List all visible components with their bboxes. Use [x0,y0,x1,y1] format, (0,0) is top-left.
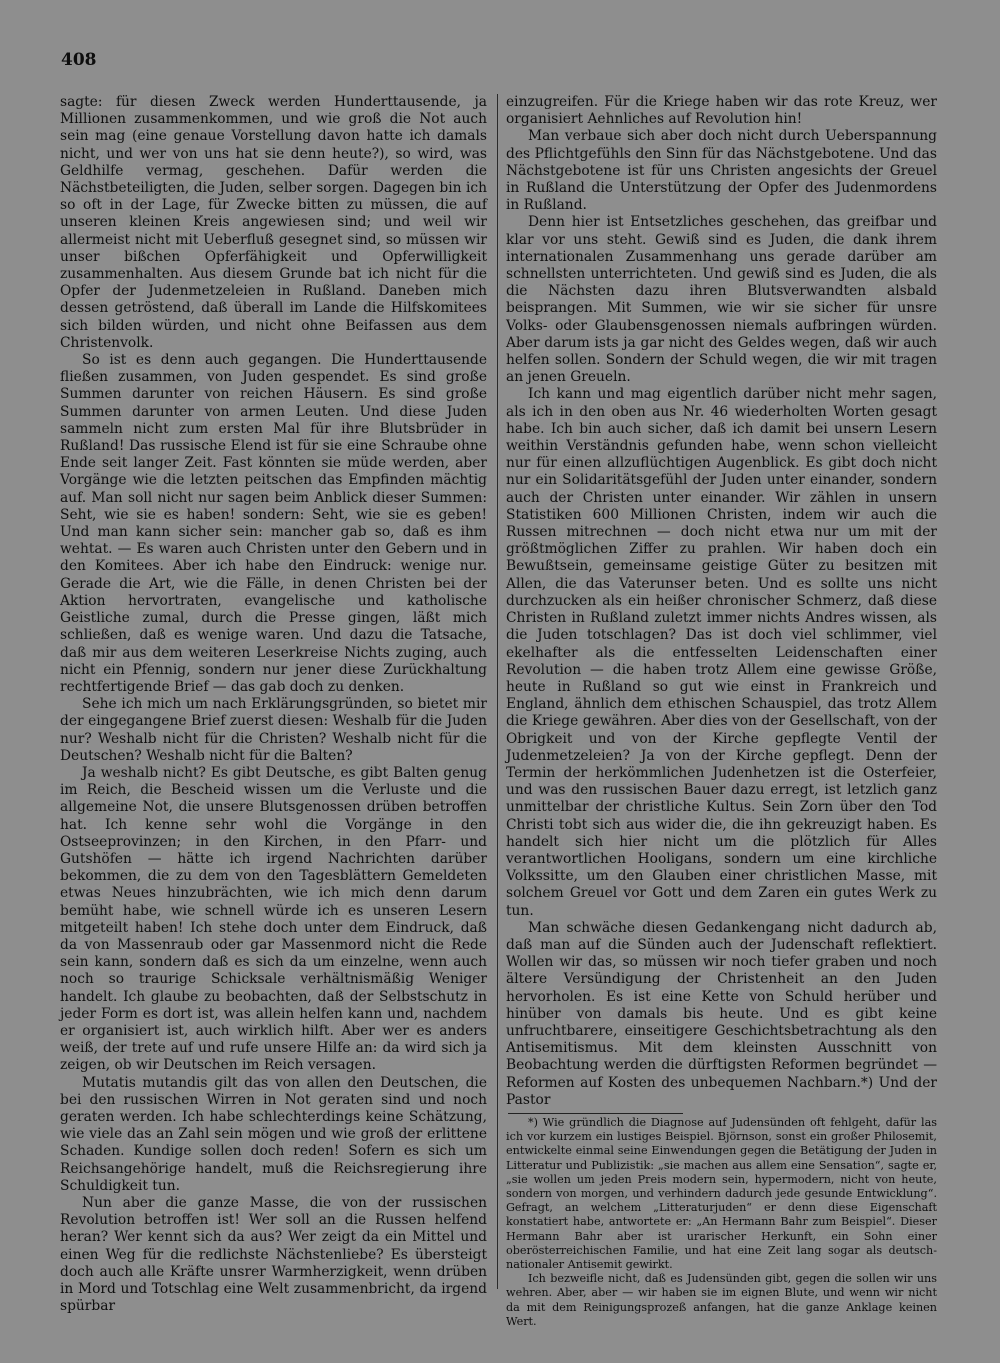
footnote-divider [508,1113,683,1114]
right-column [506,94,937,1329]
paragraph: Nun aber die ganze Masse, die von der russischen Revolution betroffen ist! Wer soll an die Russen helfend heran? Wer kennt sich da aus? Wer zeigt da ein Mittel und einen Weg für die redlichste Nächstenliebe? Es übersteigt doch auch alle Kräfte unsrer Warmherzigkeit, wenn drüben in Mord und Totschlag eine Welt zusammenbricht, da irgend spürbar [60,1195,487,1315]
paragraph: Ich kann und mag eigentlich darüber nicht mehr sagen, als ich in den oben aus Nr. 46 wiederholten Worten gesagt habe. Ich bin auch sicher, daß ich damit bei unsern Lesern weithin Verständnis gefunden habe, wenn schon vielleicht nur für einen allzuflüchtigen Augenblick. Es gibt doch nicht nur ein Solidaritätsgefühl der Juden unter einander, sondern auch der Christen unter einander. Wir zählen in unsern Statistiken 600 Millionen Christen, indem wir auch die Russen mitrechnen — doch nicht etwa nur um mit der größtmöglichen Ziffer zu prahlen. Wir haben doch ein Bewußtsein, gemeinsame geistige Güter zu besitzen mit Allen, die das Vaterunser beten. Und es sollte uns nicht durchzucken als ein heißer chronischer Schmerz, daß diese Christen in Rußland zuletzt immer nichts Andres wissen, als die Juden totschlagen? Das ist doch viel schlimmer, viel ekelhafter als die entfesselten Leidenschaften einer Revolution — die haben trotz Allem eine gewisse Größe, heute in Rußland so gut wie einst in Frankreich und England, ähnlich dem ethischen Schauspiel, das trotz Allem die Kriege gewähren. Aber dies von der Gesellschaft, von der Obrigkeit und von der Kirche gepflegte Ventil der Judenmetzeleien? Ja von der Kirche gepflegt. Denn der Termin der herkömmlichen Judenhetzen ist die Osterfeier, und was den russischen Bauer dazu erregt, ist letzlich ganz unmittelbar der christliche Kultus. Sein Zorn über den Tod Christi tobt sich aus wider die, die ihn gekreuzigt haben. Es handelt sich hier nicht um die plötzlich für Alles verantwortlichen Hooligans, sondern um eine kirchliche Volkssitte, um den Glauben einer christlichen Masse, mit solchem Greuel vor Gott und dem Zaren ein gutes Werk zu tun. [506,386,937,919]
page-number: 408 [61,50,97,70]
paragraph: Sehe ich mich um nach Erklärungsgründen, so bietet mir der eingegangene Brief zuerst diesen: Weshalb für die Juden nur? Weshalb nicht für die Christen? Weshalb nicht für die Deutschen? Weshalb nicht für die Balten? [60,696,487,764]
footnotes [506,1113,937,1329]
paragraph: Ja weshalb nicht? Es gibt Deutsche, es gibt Balten genug im Reich, die Bescheid wissen um die Verluste und die allgemeine Not, die unsere Blutsgenossen drüben betroffen hat. Ich kenne sehr wohl die Vorgänge in den Ostseeprovinzen; in den Kirchen, in den Pfarr- und Gutshöfen — hätte ich irgend Nachrichten darüber bekommen, die zu dem von den Tagesblättern Gemeldeten etwas Neues hinzubrächten, wie ich mich denn darum bemüht habe, wie schnell würde ich es unseren Lesern mitgeteilt haben! Ich stehe doch unter dem Eindruck, daß da von Massenraub oder gar Massenmord nicht die Rede sein kann, sondern daß es sich da um einzelne, wenn auch noch so traurige Schicksale verhältnismäßig Weniger handelt. Ich glaube zu beobachten, daß der Selbstschutz in jeder Form es dort ist, was allein helfen kann und, nachdem er organisiert ist, auch wirklich hilft. Aber wer es anders weiß, der trete auf und rufe unsere Hilfe an: da wird sich ja zeigen, ob wir Deutschen im Reich versagen. [60,764,487,1074]
paragraph: Man schwäche diesen Gedankengang nicht dadurch ab, daß man auf die Sünden auch der Judenschaft reflektiert. Wollen wir das, so müssen wir noch tiefer graben und noch ältere Versündigung der Christenheit an den Juden hervorholen. Es ist eine Kette von Schuld herüber und hinüber von damals bis heute. Und es gibt keine unfruchtbarere, einseitigere Geschichtsbetrachtung als den Antisemitismus. Mit dem kleinsten Ausschnitt von Beobachtung werden die dürftigsten Reformen begründet — Reformen auf Kosten des unbequemen Nachbarn.*) Und der Pastor [506,919,937,1108]
paragraph: sagte: für diesen Zweck werden Hunderttausende, ja Millionen zusammenkommen, und wie groß die Not auch sein mag (eine genaue Vorstellung davon hatte ich damals nicht, und wer von uns hat sie denn heute?), so wird, was Geldhilfe vermag, geschehen. Dafür werden die Nächstbeteiligten, die Juden, selber sorgen. Dagegen bin ich so oft in der Lage, für Zwecke bitten zu müssen, die auf unseren kleinen Kreis angewiesen sind; und weil wir allermeist nicht mit Ueberfluß gesegnet sind, so müssen wir unser bißchen Opferfähigkeit und Opferwilligkeit zusammenhalten. Aus diesem Grunde bat ich nicht für die Opfer der Judenmetzeleien in Rußland. Daneben mich dessen getröstend, daß überall im Lande die Hilfskomitees sich bilden würden, und nicht ohne Beifassen aus dem Christenvolk. [60,94,487,351]
paragraph: Denn hier ist Entsetzliches geschehen, das greifbar und klar vor uns steht. Gewiß sind es Juden, die dank ihrem internationalen Zusammenhang uns gerade darüber am schnellsten unterrichteten. Und gewiß sind es Juden, die als die Nächsten dazu ihren Blutsverwandten alsbald beisprangen. Mit Summen, wie wir sie sicher für unsre Volks- oder Glaubensgenossen niemals aufbringen würden. Aber darum ists ja gar nicht des Geldes wegen, daß wir auch helfen sollen. Sondern der Schuld wegen, die wir mit tragen an jenen Greueln. [506,214,937,386]
paragraph: So ist es denn auch gegangen. Die Hunderttausende fließen zusammen, von Juden gespendet. Es sind große Summen darunter von reichen Häusern. Es sind große Summen darunter von armen Leuten. Und diese Juden sammeln nicht zum ersten Mal für ihre Blutsbrüder in Rußland! Das russische Elend ist für sie eine Schraube ohne Ende seit langer Zeit. Fast könnten sie müde werden, aber Vorgänge wie die letzten peitschen das Empfinden mächtig auf. Man soll nicht nur sagen beim Anblick dieser Summen: Seht, wie sie es haben! sondern: Seht, wie sie es geben! Und man kann sicher sein: mancher gab so, daß es ihm wehtat. — Es waren auch Christen unter den Gebern und in den Komitees. Aber ich habe den Eindruck: wenige nur. Gerade die Art, wie die Fälle, in denen Christen bei der Aktion hervortraten, evangelische und katholische Geistliche zumal, durch die Presse gingen, läßt mich schließen, daß es wenige waren. Und dazu die Tatsache, daß mir aus dem weiteren Leserkreise Nichts zuging, auch nicht ein Pfennig, sondern nur jener diese Zurückhaltung rechtfertigende Brief — das gab doch zu denken. [60,352,487,695]
paragraph: einzugreifen. Für die Kriege haben wir das rote Kreuz, wer organisiert Aehnliches auf Revolution hin! [506,94,937,128]
footnote: Ich bezweifle nicht, daß es Judensünden gibt, gegen die sollen wir uns wehren. Aber, aber — wir haben sie im eignen Blute, und wenn wir nicht da mit dem Reinigungsprozeß anfangen, hat die ganze Anklage keinen Wert. [506,1272,937,1328]
paragraph: Mutatis mutandis gilt das von allen den Deutschen, die bei den russischen Wirren in Not geraten sind und noch geraten werden. Ich habe schlechterdings keine Schätzung, wie viele das an Zahl sein mögen und wie groß der erlittene Schaden. Kundige sollen doch reden! Sofern es sich um Reichsangehörige handelt, muß die Reichsregierung ihre Schuldigkeit tun. [60,1074,487,1194]
left-column [60,94,487,1315]
column-divider [497,94,498,1289]
paragraph: Man verbaue sich aber doch nicht durch Ueberspannung des Pflichtgefühls den Sinn für das Nächstgebotene. Und das Nächstgebotene ist für uns Christen angesichts der Greuel in Rußland die Unterstützung der Opfer des Judenmordens in Rußland. [506,128,937,214]
footnote: *) Wie gründlich die Diagnose auf Judensünden oft fehlgeht, dafür las ich vor kurzem ein lustiges Beispiel. Björnson, sonst ein großer Philosemit, entwickelte einmal seine Einwendungen gegen die Betätigung der Juden in Litteratur und Publizistik: „sie machen aus allem eine Sensation“, sagte er, „sie wollen um jeden Preis modern sein, hypermodern, nicht von heute, sondern von morgen, und verhindern dadurch jede gesunde Entwicklung“. Gefragt, an welchem „Litteraturjuden“ er denn diese Eigenschaft konstatiert habe, antwortete er: „An Hermann Bahr zum Beispiel“. Dieser Hermann Bahr aber ist urarischer Herkunft, ein Sohn einer oberösterreichischen Familie, und hat eine Zeit lang sogar als deutsch-nationaler Antisemit gewirkt. [506,1115,937,1272]
